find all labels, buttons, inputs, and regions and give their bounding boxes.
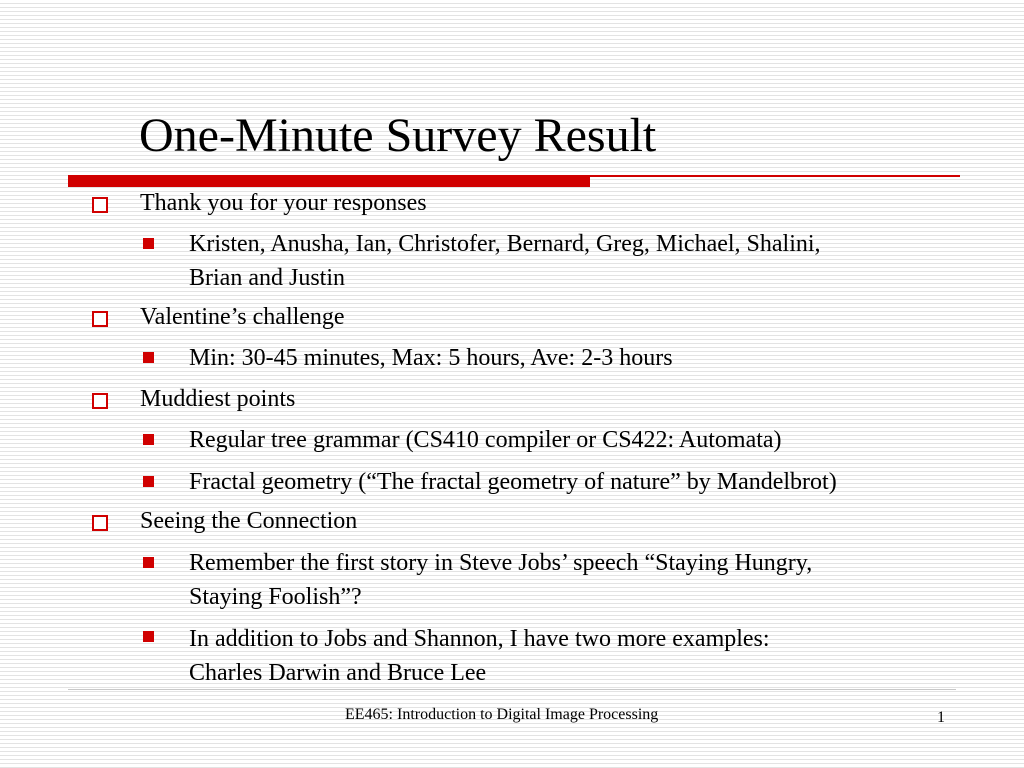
sub-bullet-names-line-2: Brian and Justin [189,265,345,291]
sub-bullet-tree-grammar: Regular tree grammar (CS410 compiler or CS422: Automata) [189,427,782,453]
hollow-square-icon [92,197,108,213]
filled-square-icon [143,557,154,568]
hollow-square-icon [92,311,108,327]
footer-course-title: EE465: Introduction to Digital Image Processing [345,706,659,723]
filled-square-icon [143,352,154,363]
bullet-seeing-connection: Seeing the Connection [140,508,358,534]
sub-bullet-names-line-1: Kristen, Anusha, Ian, Christofer, Bernard, Greg, Michael, Shalini, [189,231,821,257]
sub-bullet-fractal-geometry: Fractal geometry (“The fractal geometry of nature” by Mandelbrot) [189,469,837,495]
slide-title: One-Minute Survey Result [139,109,657,162]
bullet-muddiest-points: Muddiest points [140,386,296,412]
bullet-thank-you: Thank you for your responses [140,190,427,216]
filled-square-icon [143,476,154,487]
bullet-valentines-challenge: Valentine’s challenge [140,304,345,330]
sub-bullet-times: Min: 30-45 minutes, Max: 5 hours, Ave: 2-3 hours [189,345,673,371]
title-underline-thin [590,175,960,177]
footer-divider [68,689,956,690]
hollow-square-icon [92,515,108,531]
filled-square-icon [143,631,154,642]
sub-bullet-steve-jobs-line-1: Remember the first story in Steve Jobs’ speech “Staying Hungry, [189,550,813,576]
sub-bullet-examples-line-1: In addition to Jobs and Shannon, I have two more examples: [189,626,770,652]
filled-square-icon [143,434,154,445]
page-number: 1 [937,709,945,726]
sub-bullet-steve-jobs-line-2: Staying Foolish”? [189,584,362,610]
sub-bullet-examples-line-2: Charles Darwin and Bruce Lee [189,660,487,686]
hollow-square-icon [92,393,108,409]
filled-square-icon [143,238,154,249]
